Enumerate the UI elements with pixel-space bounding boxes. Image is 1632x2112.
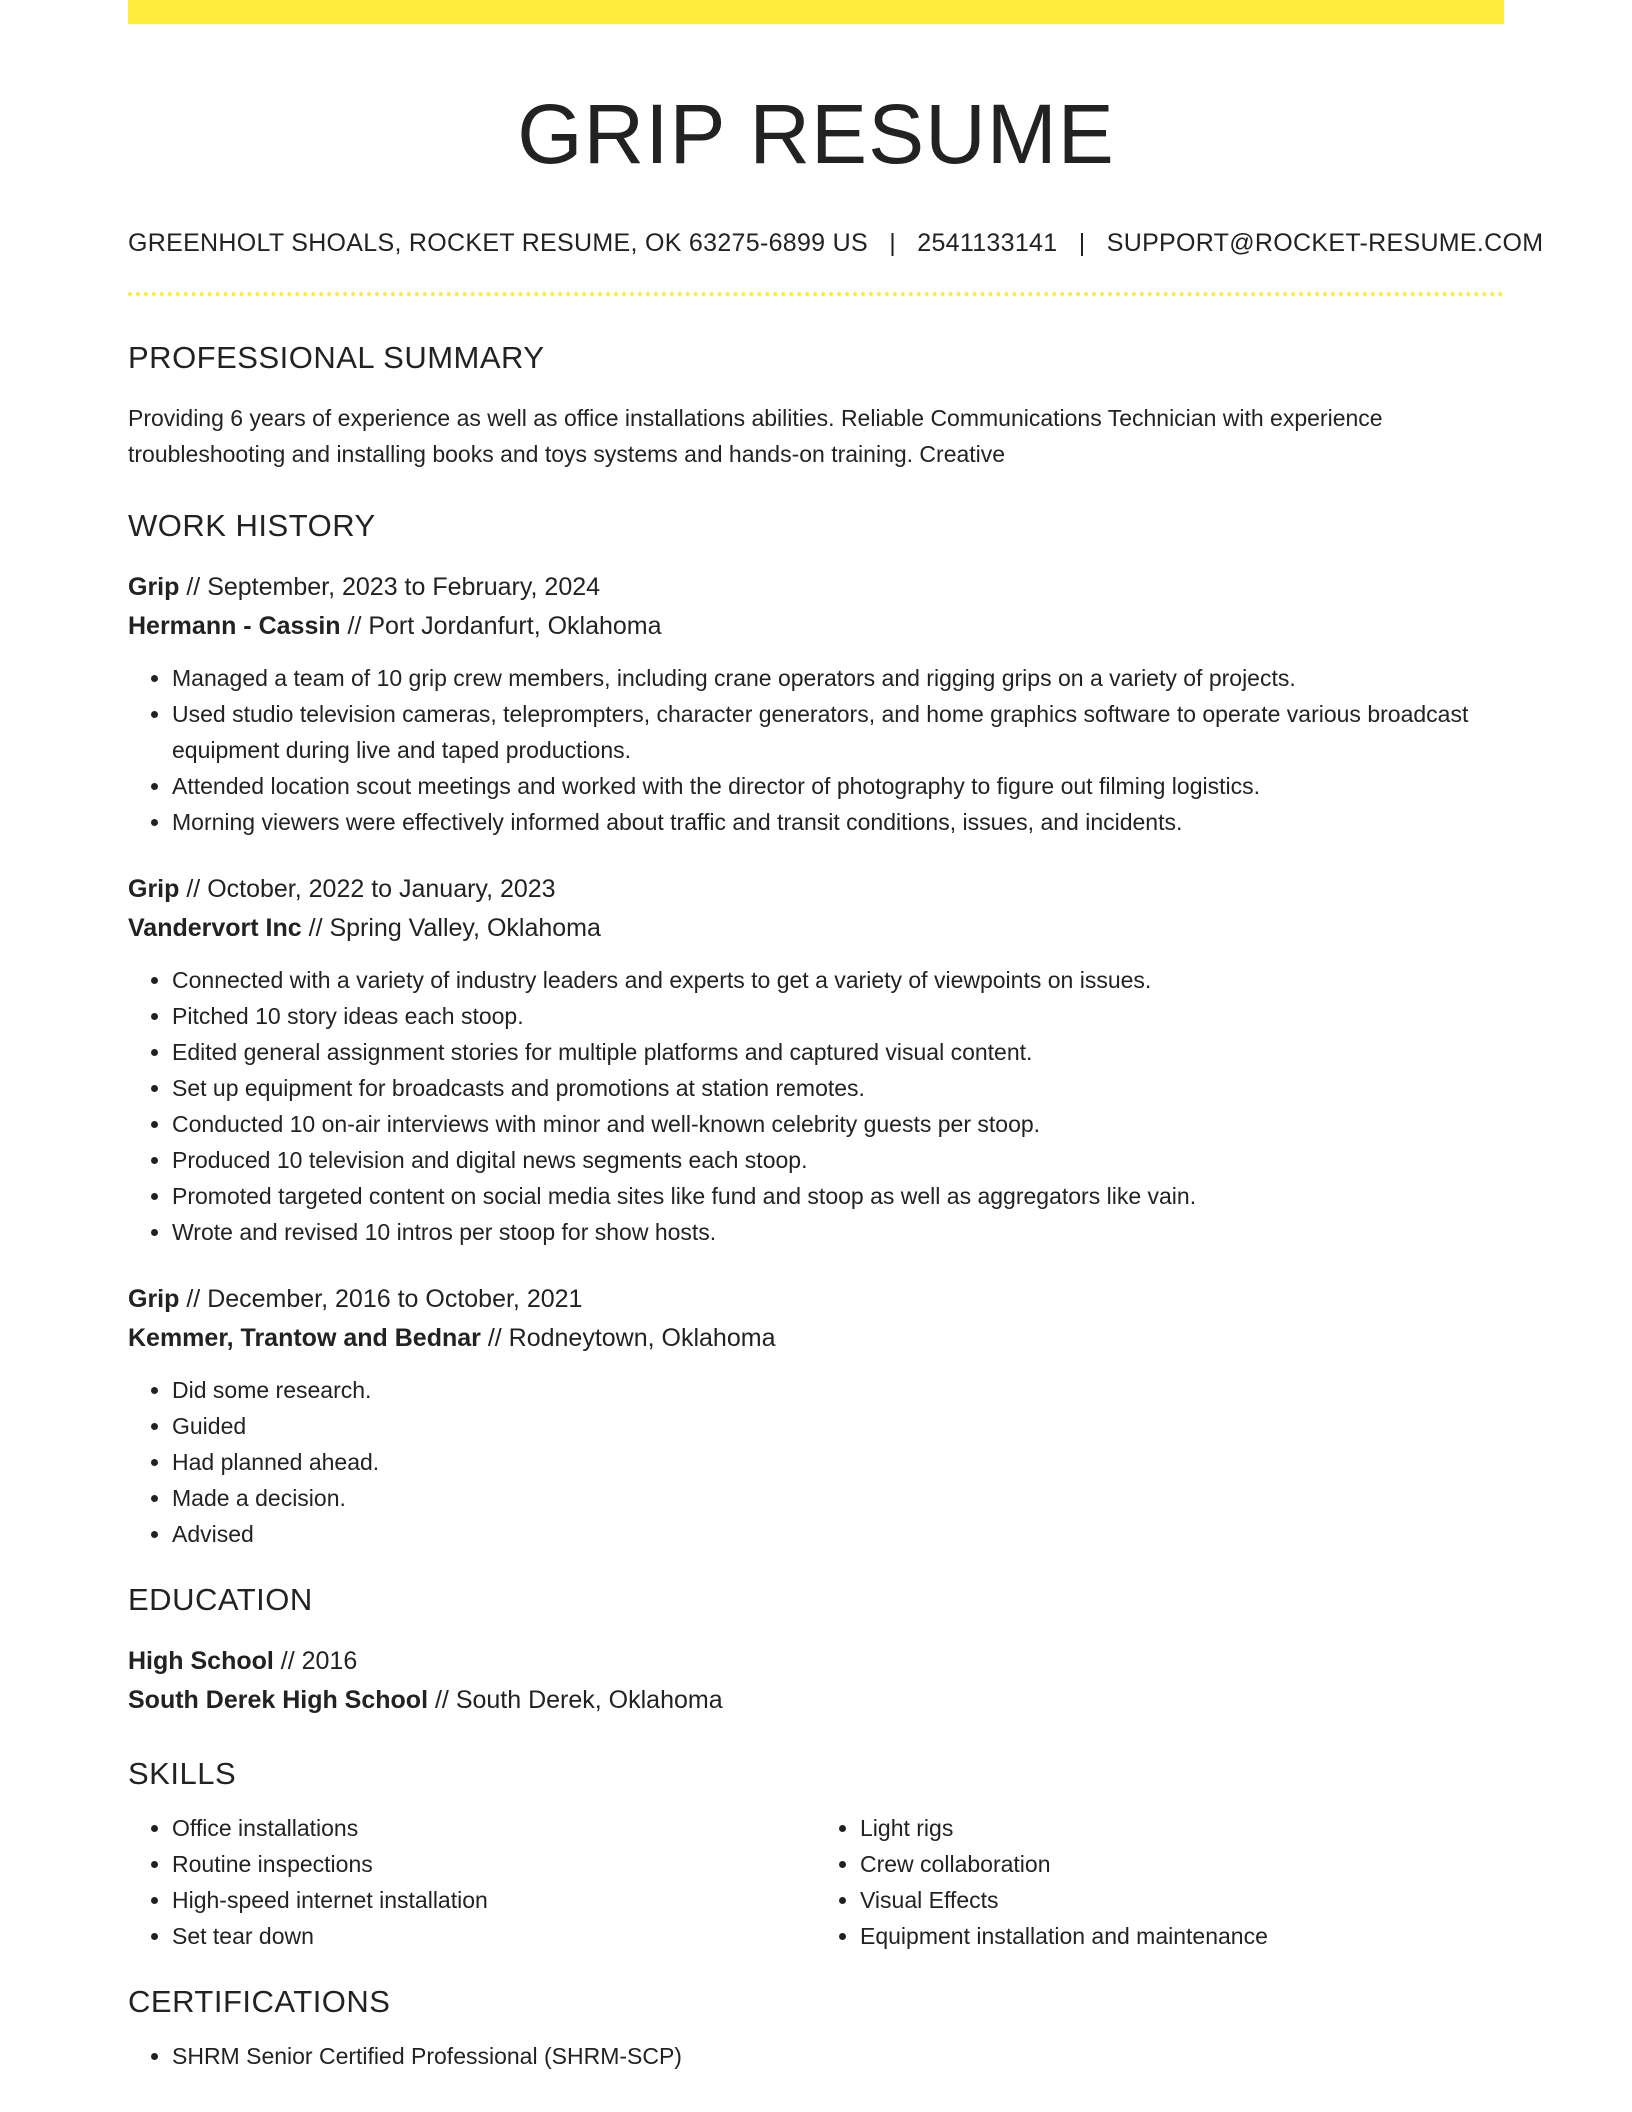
skill-item: • Set tear down bbox=[172, 1918, 816, 1954]
job-bullet: • Morning viewers were effectively informed about traffic and transit conditions, issues, and incidents. bbox=[172, 804, 1504, 840]
education-school: South Derek High School bbox=[128, 1685, 429, 1714]
job-bullet: • Produced 10 television and digital news segments each stoop. bbox=[172, 1142, 1504, 1178]
contact-separator: | bbox=[1078, 228, 1086, 257]
job-bullet: • Set up equipment for broadcasts and promotions at station remotes. bbox=[172, 1070, 1504, 1106]
resume-title: GRIP RESUME bbox=[517, 87, 1115, 181]
education-location: // South Derek, Oklahoma bbox=[428, 1685, 723, 1714]
job-dates: // September, 2023 to February, 2024 bbox=[179, 572, 601, 601]
job-bullet: • Guided bbox=[172, 1408, 1504, 1444]
job-bullets bbox=[128, 1372, 1504, 1552]
job-bullet: • Advised bbox=[172, 1516, 1504, 1552]
job-bullet: • Conducted 10 on-air interviews with minor and well-known celebrity guests per stoop. bbox=[172, 1106, 1504, 1142]
job-bullet: • Used studio television cameras, teleprompters, character generators, and home graphics software to operate various broadcast equipment during live and taped productions. bbox=[172, 696, 1504, 768]
skill-item: • Crew collaboration bbox=[860, 1846, 1504, 1882]
job-bullet: • Pitched 10 story ideas each stoop. bbox=[172, 998, 1504, 1034]
job-header bbox=[128, 870, 1504, 948]
education-year: // 2016 bbox=[273, 1646, 358, 1675]
skill-item: • Visual Effects bbox=[860, 1882, 1504, 1918]
job-company: Kemmer, Trantow and Bednar bbox=[128, 1323, 481, 1352]
job-bullet: • Did some research. bbox=[172, 1372, 1504, 1408]
job-dates: // December, 2016 to October, 2021 bbox=[179, 1284, 583, 1313]
job-bullet: • Connected with a variety of industry leaders and experts to get a variety of viewpoints on issues. bbox=[172, 962, 1504, 998]
job-role: Grip bbox=[128, 572, 180, 601]
job-bullet: • Managed a team of 10 grip crew members, including crane operators and rigging grips on a variety of projects. bbox=[172, 660, 1504, 696]
job-dates: // October, 2022 to January, 2023 bbox=[179, 874, 556, 903]
work-history-heading: WORK HISTORY bbox=[128, 507, 376, 543]
job-role: Grip bbox=[128, 874, 180, 903]
job-header bbox=[128, 568, 1504, 646]
dotted-divider bbox=[128, 292, 1504, 296]
job-company: Hermann - Cassin bbox=[128, 611, 341, 640]
job-location: // Spring Valley, Oklahoma bbox=[301, 913, 601, 942]
top-accent-bar bbox=[128, 0, 1504, 24]
job-bullet: • Had planned ahead. bbox=[172, 1444, 1504, 1480]
education-degree: High School bbox=[128, 1646, 274, 1675]
skill-item: • Equipment installation and maintenance bbox=[860, 1918, 1504, 1954]
job-location: // Port Jordanfurt, Oklahoma bbox=[340, 611, 662, 640]
contact-phone: 2541133141 bbox=[917, 228, 1058, 257]
skills-list-left bbox=[128, 1810, 816, 1954]
skill-item: • Routine inspections bbox=[172, 1846, 816, 1882]
job-entry bbox=[128, 568, 1504, 840]
job-entry bbox=[128, 1280, 1504, 1552]
job-bullet: • Promoted targeted content on social media sites like fund and stoop as well as aggregators like vain. bbox=[172, 1178, 1504, 1214]
job-header bbox=[128, 1280, 1504, 1358]
job-bullet: • Wrote and revised 10 intros per stoop for show hosts. bbox=[172, 1214, 1504, 1250]
job-company: Vandervort Inc bbox=[128, 913, 302, 942]
education-heading: EDUCATION bbox=[128, 1581, 313, 1617]
skill-item: • Light rigs bbox=[860, 1810, 1504, 1846]
certifications-heading: CERTIFICATIONS bbox=[128, 1983, 391, 2019]
summary-heading: PROFESSIONAL SUMMARY bbox=[128, 339, 545, 375]
skill-item: • Office installations bbox=[172, 1810, 816, 1846]
job-location: // Rodneytown, Oklahoma bbox=[480, 1323, 776, 1352]
certification-item: • SHRM Senior Certified Professional (SHRM-SCP) bbox=[172, 2038, 1504, 2074]
summary-text: Providing 6 years of experience as well as office installations abilities. Reliable Communications Technician with experience troubleshooting and installing books and toys systems and hands-on training. Creative bbox=[128, 404, 1383, 467]
skills-heading: SKILLS bbox=[128, 1755, 237, 1791]
contact-line bbox=[128, 228, 1544, 258]
job-entry bbox=[128, 870, 1504, 1250]
skills-list-right bbox=[816, 1810, 1504, 1954]
job-bullets bbox=[128, 962, 1504, 1250]
certifications-list bbox=[128, 2038, 1504, 2074]
job-bullets bbox=[128, 660, 1504, 840]
job-bullet: • Attended location scout meetings and worked with the director of photography to figure out filming logistics. bbox=[172, 768, 1504, 804]
job-role: Grip bbox=[128, 1284, 180, 1313]
skills-columns bbox=[128, 1810, 1504, 1954]
contact-email: SUPPORT@ROCKET-RESUME.COM bbox=[1106, 228, 1544, 257]
job-bullet: • Made a decision. bbox=[172, 1480, 1504, 1516]
contact-separator: | bbox=[889, 228, 897, 257]
education-entry bbox=[128, 1642, 1504, 1720]
job-bullet: • Edited general assignment stories for multiple platforms and captured visual content. bbox=[172, 1034, 1504, 1070]
contact-address: GREENHOLT SHOALS, ROCKET RESUME, OK 63275-6899 US bbox=[128, 228, 868, 257]
skill-item: • High-speed internet installation bbox=[172, 1882, 816, 1918]
